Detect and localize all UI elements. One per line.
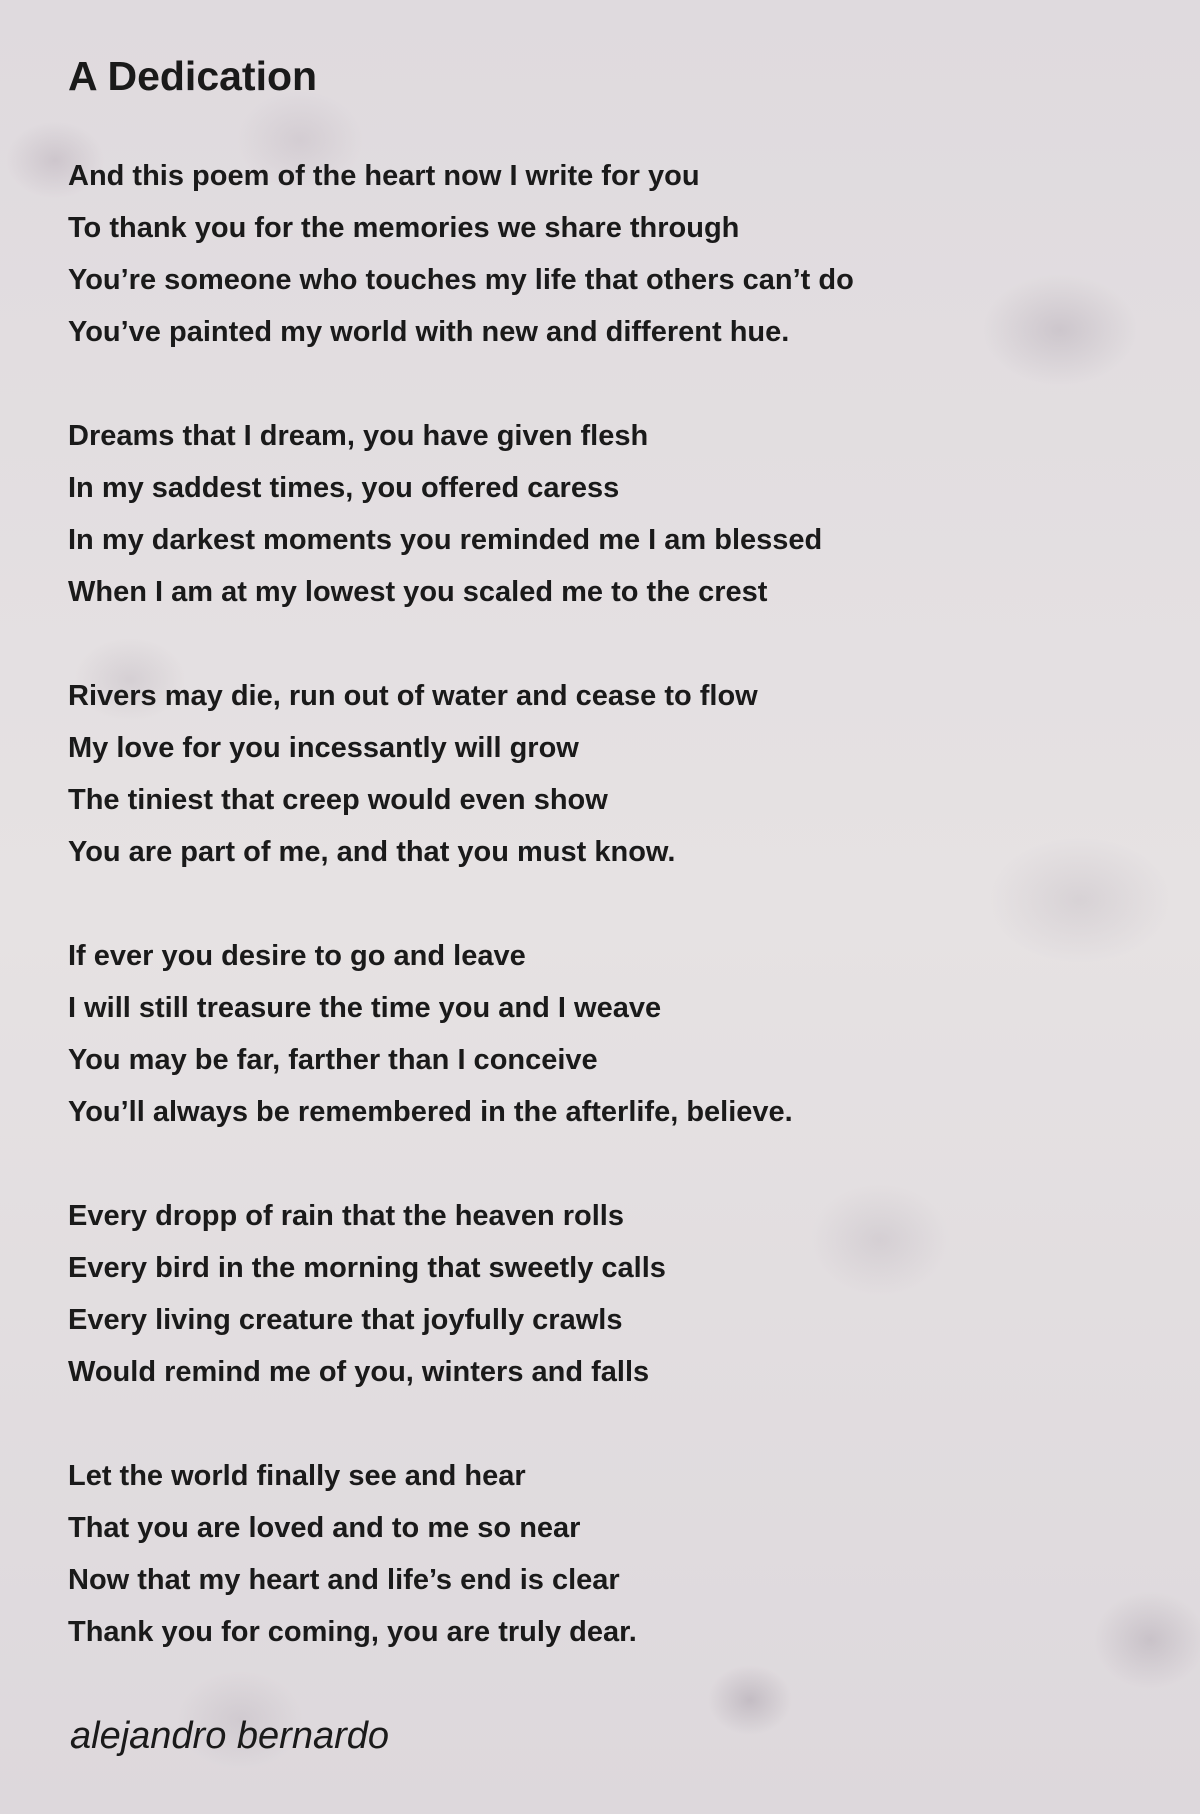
- poem-line: In my darkest moments you reminded me I am blessed: [68, 524, 823, 556]
- stanza-3: [68, 670, 854, 878]
- poem-line: Would remind me of you, winters and falls: [68, 1356, 650, 1388]
- stanza-4: [68, 930, 854, 1138]
- poem-line: Every bird in the morning that sweetly calls: [68, 1252, 666, 1284]
- poem-line: If ever you desire to go and leave: [68, 940, 526, 972]
- stanza-2: [68, 410, 854, 618]
- poem-line: Every dropp of rain that the heaven rolls: [68, 1200, 624, 1232]
- poem-body: [68, 150, 854, 1710]
- stanza-6: [68, 1450, 854, 1658]
- poem-title: A Dedication: [68, 53, 318, 99]
- poem-line: And this poem of the heart now I write for you: [68, 160, 700, 192]
- poem-author: alejandro bernardo: [70, 1715, 390, 1757]
- poem-line: I will still treasure the time you and I weave: [68, 992, 662, 1024]
- poem-line: You’ll always be remembered in the afterlife, believe.: [68, 1096, 793, 1128]
- poem-line: You’ve painted my world with new and different hue.: [68, 316, 790, 348]
- poem-line: Dreams that I dream, you have given flesh: [68, 420, 649, 452]
- poem-line: That you are loved and to me so near: [68, 1512, 581, 1544]
- stanza-1: [68, 150, 854, 358]
- poem-line: My love for you incessantly will grow: [68, 732, 579, 764]
- poem-line: Let the world finally see and hear: [68, 1460, 526, 1492]
- poem-line: Rivers may die, run out of water and cease to flow: [68, 680, 758, 712]
- poem-line: When I am at my lowest you scaled me to the crest: [68, 576, 768, 608]
- poem-line: Thank you for coming, you are truly dear.: [68, 1616, 637, 1648]
- poem-line: You may be far, farther than I conceive: [68, 1044, 598, 1076]
- poem-line: The tiniest that creep would even show: [68, 784, 608, 816]
- poem-line: Every living creature that joyfully crawls: [68, 1304, 623, 1336]
- poem-line: Now that my heart and life’s end is clear: [68, 1564, 620, 1596]
- poem-line: To thank you for the memories we share through: [68, 212, 740, 244]
- poem-line: You’re someone who touches my life that others can’t do: [68, 264, 854, 296]
- poem-line: In my saddest times, you offered caress: [68, 472, 620, 504]
- poem-line: You are part of me, and that you must know.: [68, 836, 676, 868]
- stanza-5: [68, 1190, 854, 1398]
